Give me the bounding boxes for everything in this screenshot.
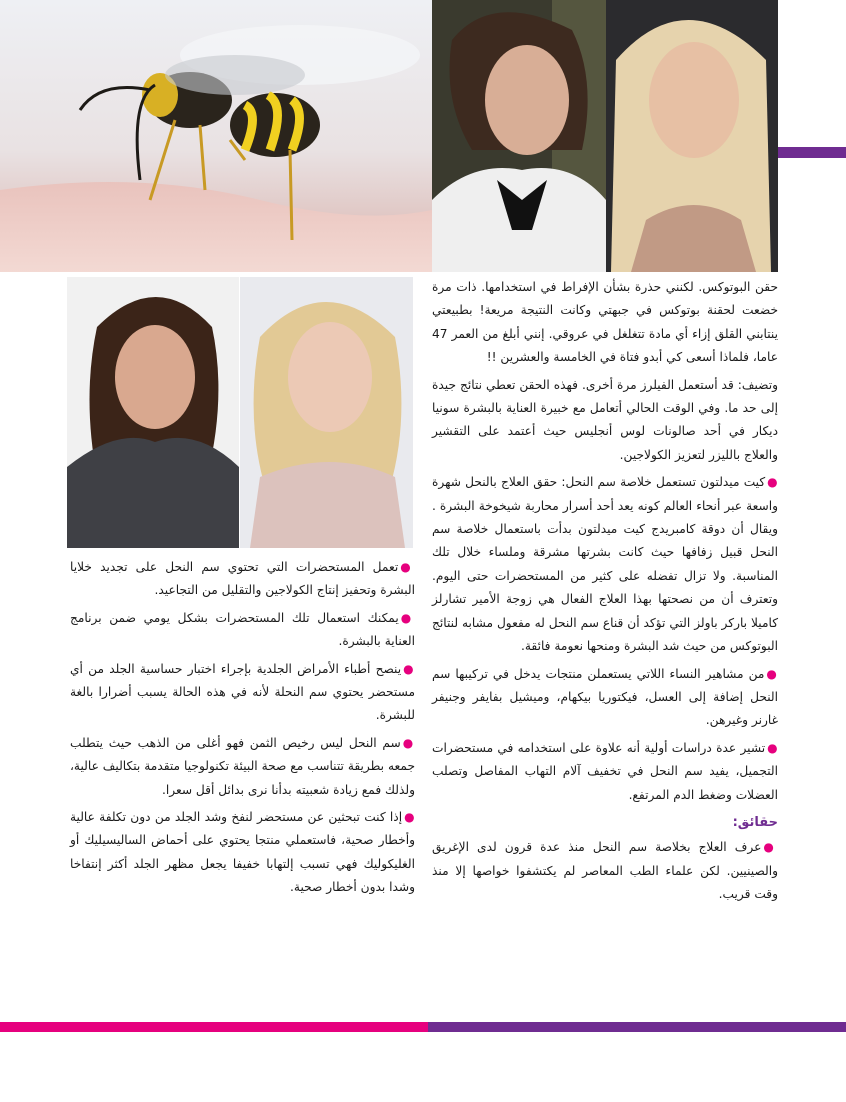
bottom-bar-purple — [428, 1022, 846, 1032]
bullet-renewal: ●تعمل المستحضرات التي تحتوي سم النحل على تجديد خلايا البشرة وتحفيز إنتاج الكولاجين والتقليل من التجاعيد. — [70, 560, 415, 598]
bullet-daily-use: ●يمكنك استعمال تلك المستحضرات بشكل يومي ضمن برنامج العناية بالبشرة. — [70, 610, 415, 649]
bullet-celebrities: ●من مشاهير النساء اللاتي يستعملن منتجات يدخل في تركيبها سم النحل إضافة إلى العسل، فيكتوريا بيكهام، وميشيل بفايفر وجنيفر غارنر وغيرهن. — [432, 666, 778, 728]
paragraph-fillers: وتضيف: قد أستعمل الفيلرز مرة أخرى. فهذه الحقن تعطي نتائج جيدة إلى حد ما. وفي الوقت الحالي أتعامل مع خبيرة العناية بالبشرة سونيا ديكار في أحد صالونات لوس أنجليس حيث أعتمد على التقشير والعلاج بالليزر لتعزيز الكولاجين. — [432, 377, 778, 462]
paragraph-botox: حقن البوتوكس. لكنني حذرة بشأن الإفراط في استخدامها. ذات مرة خضعت لحقنة بوتوكس في جبهتي وكانت النتيجة مريعة! بطبيعتي ينتابني القلق إزاء أي مادة تتغلغل في عروقي. إنني أبلغ من العمر 47 عاما، فلماذا أسعى كي أبدو فتاة في الخامسة والعشرين !! — [432, 280, 778, 365]
portrait-brunette-woman-turtleneck — [67, 277, 239, 548]
portrait-blonde-woman-pink-top — [240, 277, 413, 548]
facts-heading: حقائق: — [732, 814, 778, 830]
bullet-price: ●سم النحل ليس رخيص الثمن فهو أغلى من الذهب حيث يتطلب جمعه بطريقة تتناسب مع صحة البيئة تكنولوجيا متقدمة بتكاليف عالية، ولذلك فمع زيادة شعبيته بدأنا نرى بدائل أقل سعرا. — [70, 735, 415, 797]
bullet-icon: ● — [400, 560, 415, 574]
bullet-alternatives: ●إذا كنت تبحثين عن مستحضر لنفخ وشد الجلد من دون تكلفة عالية وأخطار صحية، فاستعملي منتجا يحتوي على أحماض الساليسيليك أو الغليكوليك فهي تسبب إلتهابا خفيفا يجعل مظهر الجلد أكثر إنتفاخا وشدا بدون أخطار صحية. — [70, 810, 415, 895]
bullet-icon: ● — [400, 610, 415, 625]
bullet-icon: ● — [766, 666, 778, 681]
left-text-column — [70, 556, 415, 904]
bullet-icon: ● — [402, 735, 415, 750]
bottom-bar-magenta — [0, 1022, 428, 1032]
bullet-icon: ● — [767, 475, 778, 490]
portrait-dark-haired-woman — [432, 0, 606, 272]
right-text-column — [432, 276, 778, 911]
bullet-icon: ● — [404, 810, 415, 825]
bullet-icon: ● — [767, 740, 778, 755]
bullet-icon: ● — [403, 661, 415, 676]
bullet-icon: ● — [763, 840, 778, 855]
bullet-kate-middleton: ●كيت ميدلتون تستعمل خلاصة سم النحل: حقق العلاج بالنحل شهرة واسعة عبر أنحاء العالم كونه يعد أحد أسرار محاربة شيخوخة البشرة . ويقال أن دوقة كامبريدج كيت ميدلتون بدأت باستعمال خلاصة سم النحل قبيل زفافها حيث كانت بشرتها مشرقة وملساء خلال تلك المناسبة. ولا تزال تفضله على كثير من المستحضرات حتى اليوم. وتعترف أن من نصحتها بهذا العلاج الفعال هي زوجة الأمير تشارلز كاميلا باركر باولز التي تؤكد أن قناع سم النحل له مفعول مشابه لنتائج البوتوكس من حيث شد البشرة ومنحها نعومة فائقة. — [432, 475, 778, 654]
portrait-blonde-woman-smiling — [606, 0, 778, 272]
accent-bar-top-right — [778, 147, 846, 158]
bullet-studies: ●تشير عدة دراسات أولية أنه علاوة على استخدامه في مستحضرات التجميل، يفيد سم النحل في تخفيف آلام التهاب المفاصل وتصلب العضلات وضغط الدم المرتفع. — [432, 740, 778, 802]
wasp-photo — [0, 0, 432, 272]
bullet-history: ●عرف العلاج بخلاصة سم النحل منذ عدة قرون لدى الإغريق والصينيين. لكن علماء الطب المعاصر لم يكتشفوا خواصها إلا منذ وقت قريب. — [432, 840, 778, 902]
bullet-dermatologists: ●ينصح أطباء الأمراض الجلدية بإجراء اختبار حساسية الجلد من أي مستحضر يحتوي سم النحلة لأنه في هذه الحالة يسبب أضرارا بالغة للبشرة. — [70, 661, 415, 723]
